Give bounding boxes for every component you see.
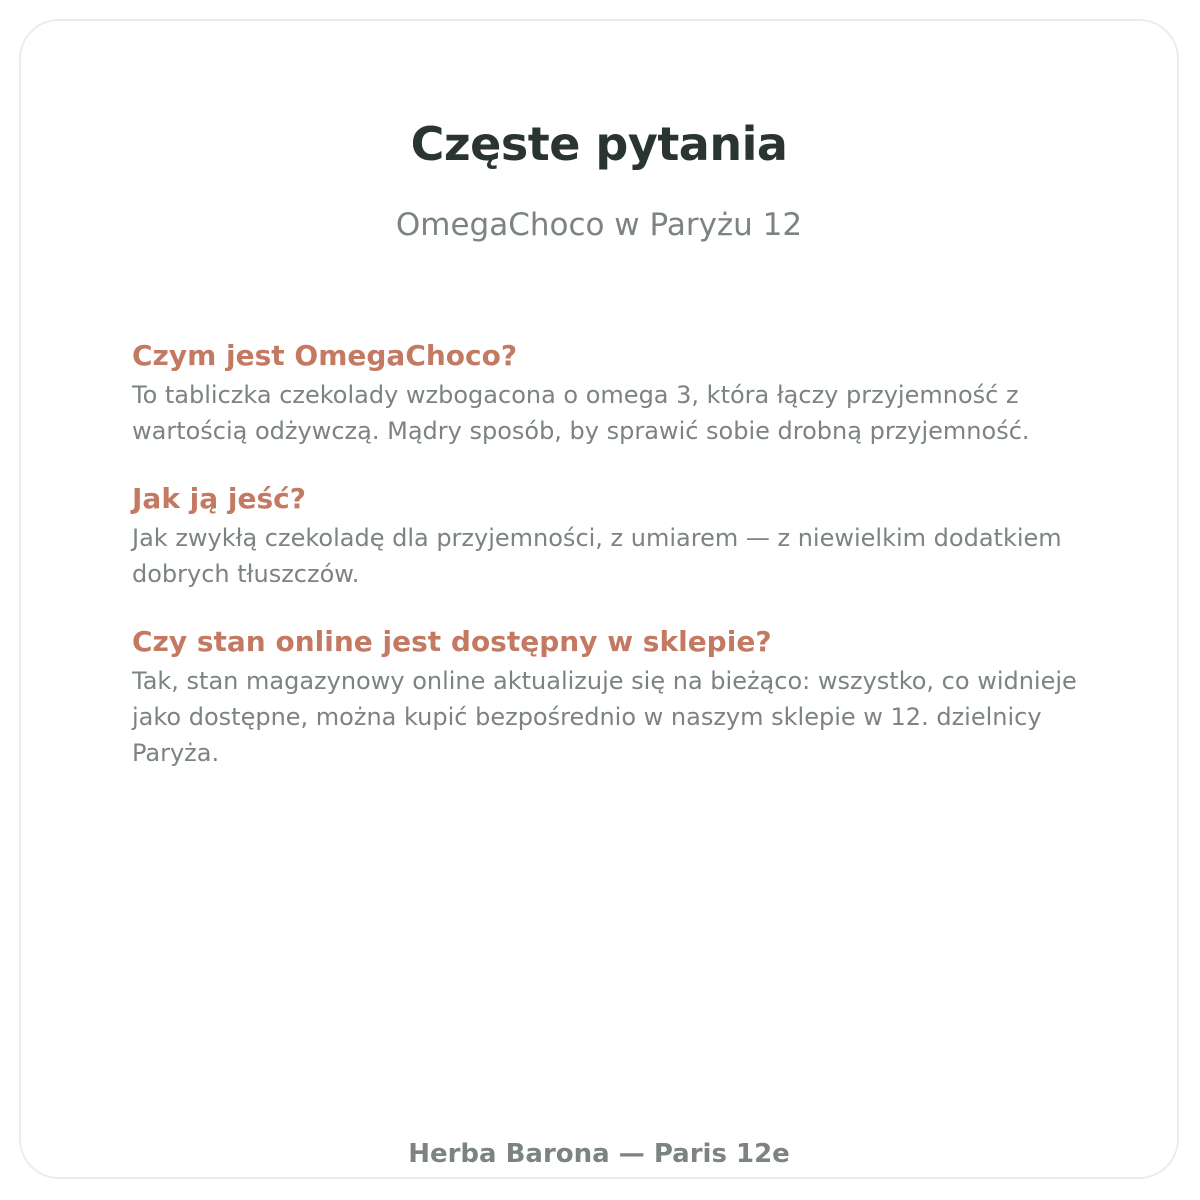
- faq-card: [19, 19, 1179, 1179]
- faq-answer: To tabliczka czekolady wzbogacona o omega 3, która łączy przyjemność z wartością odżywczą. Mądry sposób, by sprawić sobie drobną przyjemność.: [132, 381, 1030, 445]
- faq-item: [132, 480, 1112, 592]
- page-subtitle: OmegaChoco w Paryżu 12: [395, 207, 803, 243]
- faq-list: [132, 337, 1112, 802]
- faq-question: Czy stan online jest dostępny w sklepie?: [132, 625, 772, 658]
- faq-item: [132, 337, 1112, 449]
- faq-answer: Tak, stan magazynowy online aktualizuje się na bieżąco: wszystko, co widnieje jako dostępne, można kupić bezpośrednio w naszym sklepie w 12. dzielnicy Paryża.: [132, 667, 1077, 767]
- page-title: Częste pytania: [410, 117, 788, 171]
- footer-brand: Herba Barona — Paris 12e: [408, 1139, 790, 1169]
- faq-question: Jak ją jeść?: [132, 482, 307, 515]
- faq-answer: Jak zwykłą czekoladę dla przyjemności, z umiarem — z niewielkim dodatkiem dobrych tłuszczów.: [132, 524, 1062, 588]
- faq-item: [132, 623, 1112, 771]
- faq-question: Czym jest OmegaChoco?: [132, 339, 518, 372]
